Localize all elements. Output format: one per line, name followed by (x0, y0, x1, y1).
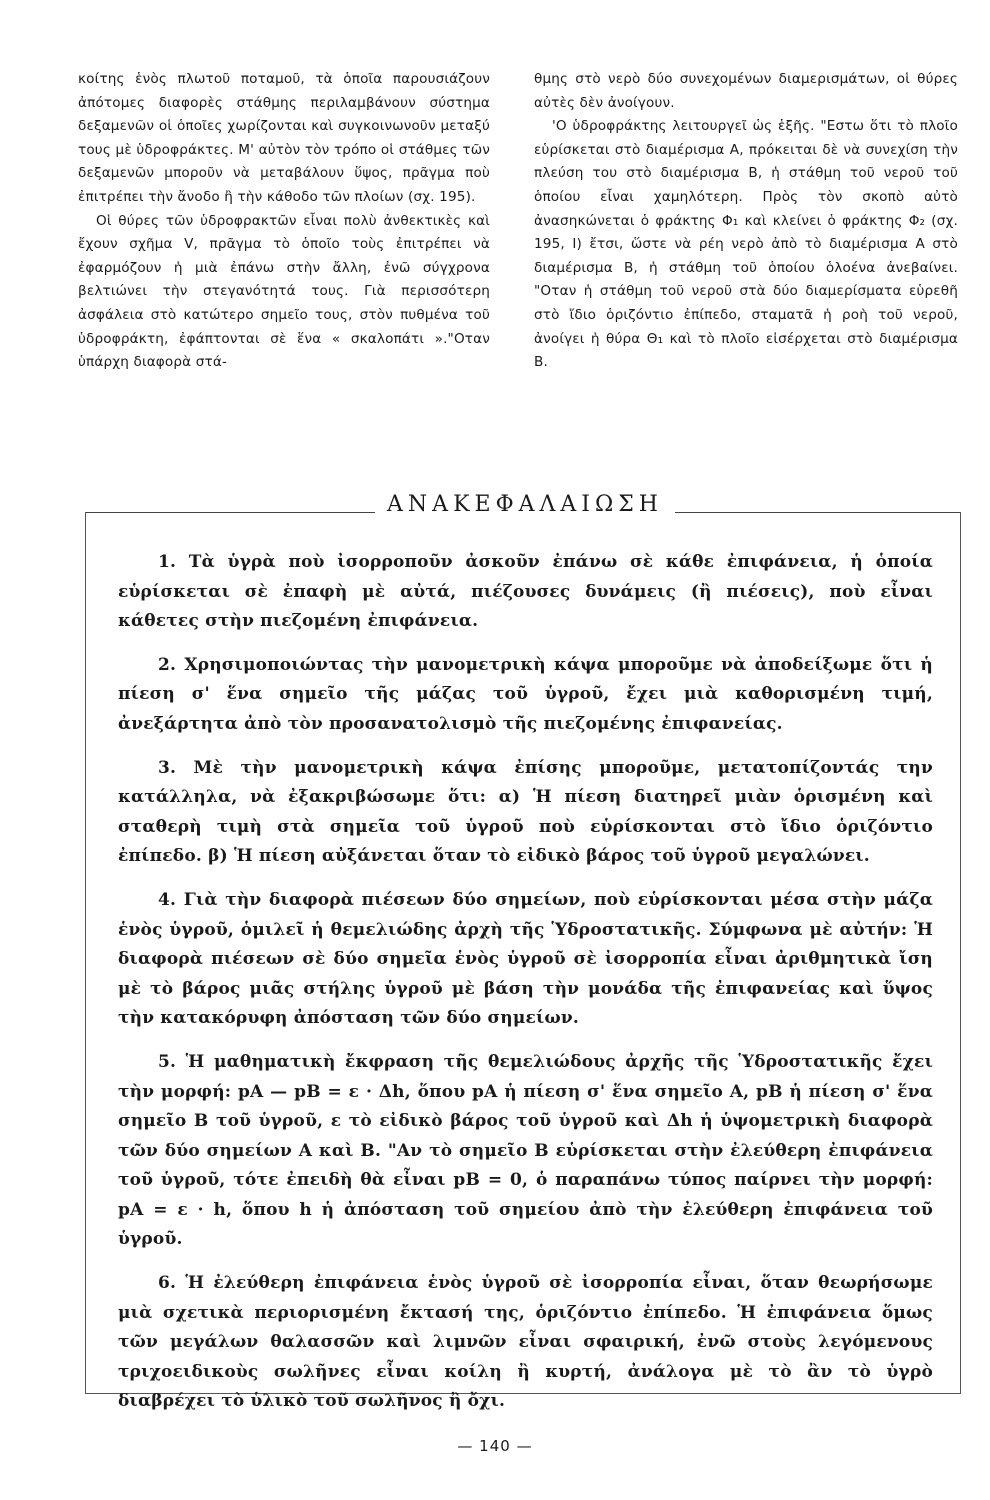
summary-item: 6. Ἡ ἐλεύθερη ἐπιφάνεια ἑνὸς ὑγροῦ σὲ ἰσορροπία εἶναι, ὅταν θεωρήσωμε μιὰ σχετικὰ περιορισμένη ἔκτασή της, ὁριζόντιο ἐπίπεδο. Ἡ ἐπιφάνεια ὅμως τῶν μεγάλων θαλασσῶν καὶ λιμνῶν εἶναι σφαιρική, ἐνῶ στοὺς λεγόμενους τριχοειδικοὺς σωλῆνες εἶναι κοίλη ἢ κυρτή, ἀνάλογα μὲ τὸ ἂν τὸ ὑγρὸ διαβρέχει τὸ ὑλικὸ τοῦ σωλῆνος ἢ ὄχι. (118, 1273, 933, 1412)
paragraph: 'Ο ὑδροφράκτης λειτουργεῖ ὡς ἑξῆς. "Εστω ὅτι τὸ πλοῖο εὑρίσκεται στὸ διαμέρισμα Α, πρόκειται δὲ νὰ συνεχίση τὴν πλεύση του στὸ διαμέρισμα Β, ἡ στάθμη τοῦ νεροῦ τοῦ ὁποίου εἶναι χαμηλότερη. Πρὸς τὸν σκοπὸ αὐτὸ ἀνασηκώνεται ὁ φράκτης Φ₁ καὶ κλείνει ὁ φράκτης Φ₂ (σχ. 195, I) ἔτσι, ὥστε νὰ ρέη νερὸ ἀπὸ τὸ διαμέρισμα Α στὸ διαμέρισμα Β, ἡ στάθμη τοῦ ὁποίου ὁλοένα ἀνεβαίνει. "Οταν ἡ στάθμη τοῦ νεροῦ στὰ δύο διαμερίσματα εὑρεθῆ στὸ ἴδιο ὁριζόντιο ἐπίπεδο, σταματᾶ ἡ ροὴ τοῦ νεροῦ, ἀνοίγει ἡ θύρα Θ₁ καὶ τὸ πλοῖο εἰσέρχεται στὸ διαμέρισμα Β. (534, 118, 958, 371)
paragraph: θμης στὸ νερὸ δύο συνεχομένων διαμερισμάτων, οἱ θύρες αὐτὲς δὲν ἀνοίγουν. (534, 71, 958, 111)
summary-item: 4. Γιὰ τὴν διαφορὰ πιέσεων δύο σημείων, ποὺ εὑρίσκονται μέσα στὴν μάζα ἑνὸς ὑγροῦ, ὁμιλεῖ ἡ θεμελιώδης ἀρχὴ τῆς Ὑδροστατικῆς. Σύμφωνα μὲ αὐτήν: Ἡ διαφορὰ πιέσεων σὲ δύο σημεῖα ἑνὸς ὑγροῦ σὲ ἰσορροπία εἶναι ἀριθμητικὰ ἴση μὲ τὸ βάρος μιᾶς στήλης ὑγροῦ μὲ βάση τὴν μονάδα τῆς ἐπιφανείας καὶ ὕψος τὴν κατακόρυφη ἀπόσταση τῶν δύο σημείων. (118, 889, 933, 1029)
paragraph: κοίτης ἑνὸς πλωτοῦ ποταμοῦ, τὰ ὁποῖα παρουσιάζουν ἀπότομες διαφορὲς στάθμης περιλαμβάνουν σύστημα δεξαμενῶν οἱ ὁποῖες χωρίζονται καὶ συγκοινωνοῦν μεταξύ τους μὲ ὑδροφράκτες. Μ' αὐτὸν τὸν τρόπο οἱ στάθμες τῶν δεξαμενῶν μποροῦν νὰ μεταβάλουν ὕψος, πρᾶγμα ποὺ ἐπιτρέπει τὴν ἄνοδο ἢ τὴν κάθοδο τῶν πλοίων (σχ. 195). (78, 71, 490, 205)
left-column (78, 68, 490, 375)
right-column (534, 68, 958, 375)
page-number: — 140 — (457, 1437, 533, 1455)
summary-item: 1. Τὰ ὑγρὰ ποὺ ἰσορροποῦν ἀσκοῦν ἐπάνω σὲ κάθε ἐπιφάνεια, ἡ ὁποία εὑρίσκεται σὲ ἐπαφὴ μὲ αὐτά, πιέζουσες δυνάμεις (ἢ πιέσεις), ποὺ εἶναι κάθετες στὴν πιεζομένη ἐπιφάνεια. (118, 552, 933, 632)
summary-title: ΑΝΑΚΕΦΑΛΑΙΩΣΗ (387, 492, 663, 517)
body-text (78, 68, 958, 458)
paragraph: Οἱ θύρες τῶν ὑδροφρακτῶν εἶναι πολὺ ἀνθεκτικὲς καὶ ἔχουν σχῆμα V, πρᾶγμα τὸ ὁποῖο τοὺς ἐπιτρέπει νὰ ἐφαρμόζουν ἡ μιὰ ἐπάνω στὴν ἄλλη, ἐνῶ σύγχρονα βελτιώνει τὴν στεγανότητά τους. Γιὰ περισσότερη ἀσφάλεια στὸ κατώτερο σημεῖο τους, στὸν πυθμένα τοῦ ὑδροφράκτη, ἐφάπτονται σὲ ἕνα « σκαλοπάτι »."Οταν ὑπάρχη διαφορὰ στά- (78, 212, 490, 371)
summary-item: 2. Χρησιμοποιώντας τὴν μανομετρικὴ κάψα μποροῦμε νὰ ἀποδείξωμε ὅτι ἡ πίεση σ' ἕνα σημεῖο τῆς μάζας τοῦ ὑγροῦ, ἔχει μιὰ καθορισμένη τιμή, ἀνεξάρτητα ἀπὸ τὸν προσανατολισμὸ τῆς πιεζομένης ἐπιφανείας. (118, 654, 933, 734)
summary-item: 5. Ἡ μαθηματικὴ ἔκφραση τῆς θεμελιώδους ἀρχῆς τῆς Ὑδροστατικῆς ἔχει τὴν μορφή: pA — pB = ε · Δh, ὅπου pA ἡ πίεση σ' ἕνα σημεῖο Α, pB ἡ πίεση σ' ἕνα σημεῖο Β τοῦ ὑγροῦ, ε τὸ εἰδικὸ βάρος τοῦ ὑγροῦ καὶ Δh ἡ ὑψομετρικὴ διαφορὰ τῶν δύο σημείων Α καὶ Β. "Αν τὸ σημεῖο Β εὑρίσκεται στὴν ἐλεύθερη ἐπιφάνεια τοῦ ὑγροῦ, τότε ἐπειδὴ θὰ εἶναι pB = 0, ὁ παραπάνω τύπος παίρνει τὴν μορφή: pA = ε · h, ὅπου h ἡ ἀπόσταση τοῦ σημείου ἀπὸ τὴν ἐλεύθερη ἐπιφάνεια τοῦ ὑγροῦ. (118, 1051, 933, 1250)
summary-item: 3. Μὲ τὴν μανομετρικὴ κάψα ἐπίσης μποροῦμε, μετατοπίζοντάς την κατάλληλα, νὰ ἐξακριβώσωμε ὅτι: α) Ἡ πίεση διατηρεῖ μιὰν ὁρισμένη καὶ σταθερὴ τιμὴ στὰ σημεῖα τοῦ ὑγροῦ ποὺ εὑρίσκονται στὸ ἴδιο ὁριζόντιο ἐπίπεδο. β) Ἡ πίεση αὐξάνεται ὅταν τὸ εἰδικὸ βάρος τοῦ ὑγροῦ μεγαλώνει. (118, 757, 933, 867)
summary-list (118, 548, 933, 1431)
